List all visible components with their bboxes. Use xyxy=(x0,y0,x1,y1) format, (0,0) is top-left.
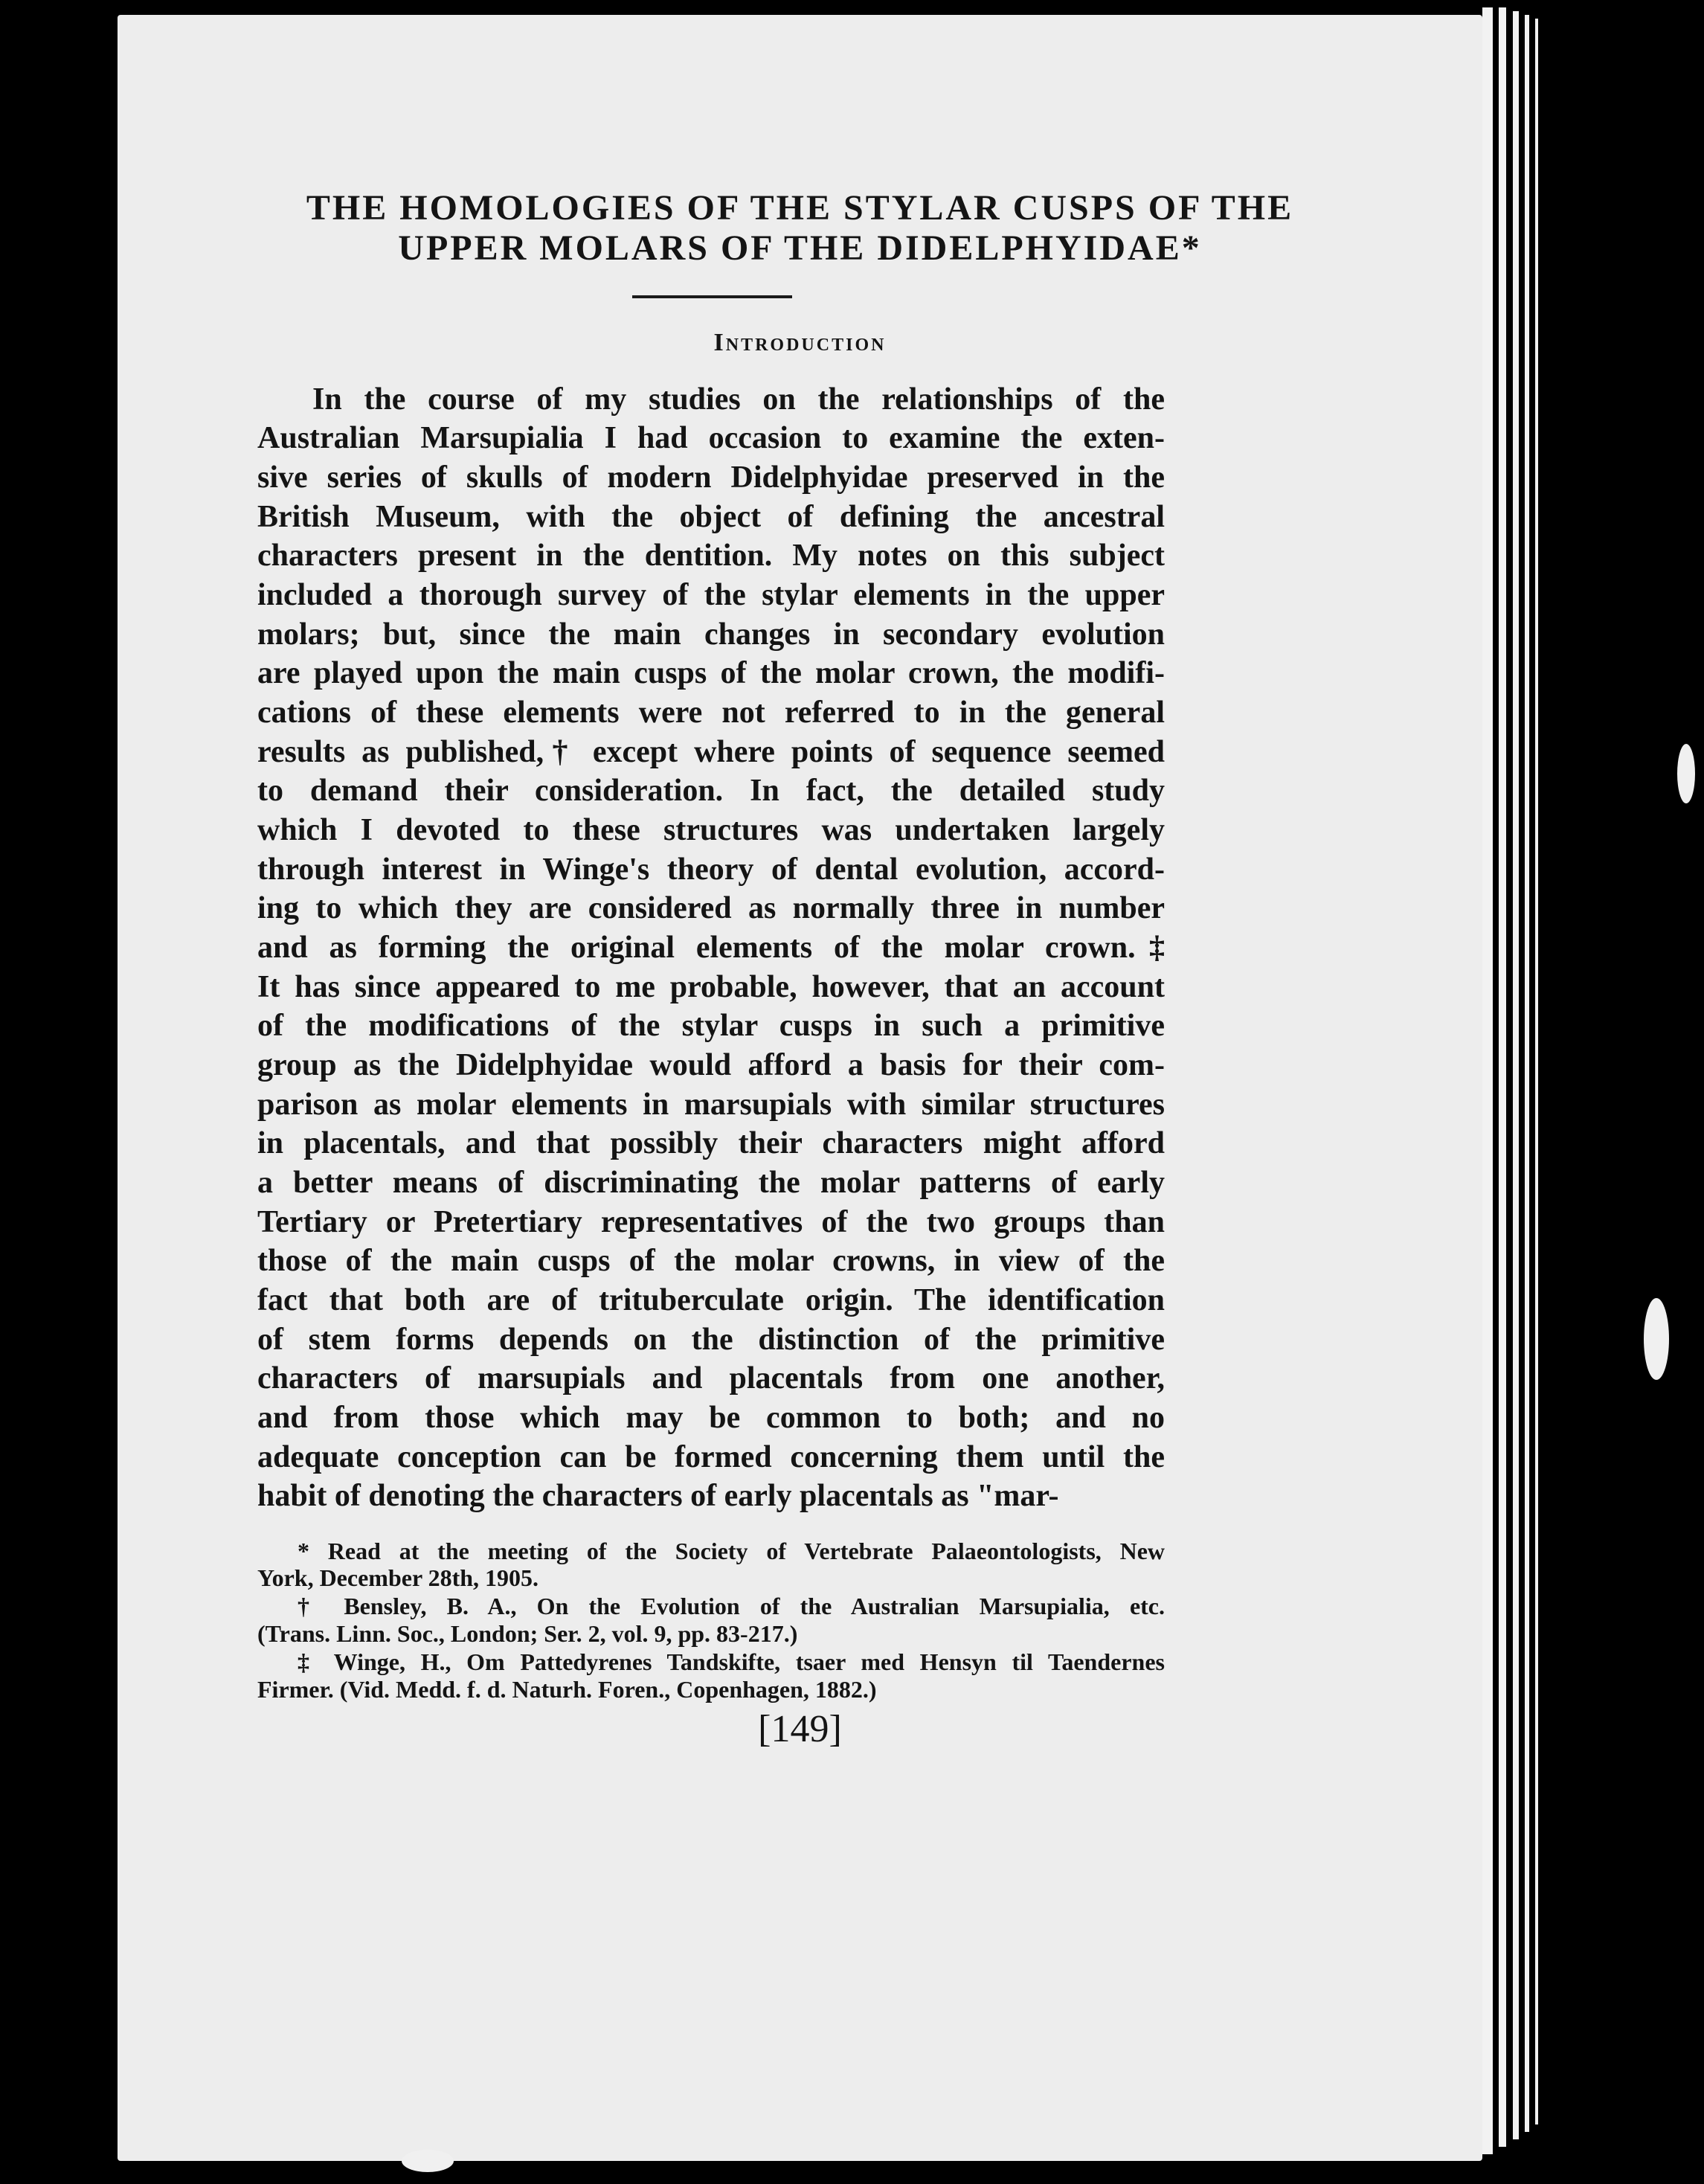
body-line: of the modifications of the stylar cusps in such a primitive xyxy=(257,1009,1165,1043)
body-line: fact that both are of trituberculate origin. The identification xyxy=(257,1283,1165,1317)
footnote-line: (Trans. Linn. Soc., London; Ser. 2, vol. 9, pp. 83-217.) xyxy=(257,1620,798,1647)
body-line: and from those which may be common to both; and no xyxy=(257,1401,1165,1435)
body-line: cations of these elements were not referred to in the general xyxy=(257,696,1165,730)
footnote-line: York, December 28th, 1905. xyxy=(257,1564,539,1591)
body-line: characters present in the dentition. My notes on this subject xyxy=(257,539,1165,573)
body-line: those of the main cusps of the molar crowns, in view of the xyxy=(257,1244,1165,1278)
page-edge xyxy=(1535,19,1538,2124)
page-edge xyxy=(1499,7,1506,2147)
body-line: parison as molar elements in marsupials with similar structures xyxy=(257,1088,1165,1122)
body-line: through interest in Winge's theory of dental evolution, accord- xyxy=(257,852,1165,887)
body-line: ing to which they are considered as normally three in number xyxy=(257,891,1165,925)
footnote-line: † Bensley, B. A., On the Evolution of the Australian Marsupialia, etc. xyxy=(298,1593,1165,1619)
body-line: results as published,† except where points of sequence seemed xyxy=(257,735,1165,769)
body-line: of stem forms depends on the distinction of the primitive xyxy=(257,1323,1165,1357)
body-line: group as the Didelphyidae would afford a basis for their com- xyxy=(257,1048,1165,1082)
footnote-line: * Read at the meeting of the Society of Vertebrate Palaeontologists, New xyxy=(298,1538,1165,1564)
scan-blemish xyxy=(1677,744,1695,803)
body-line: sive series of skulls of modern Didelphyidae preserved in the xyxy=(257,460,1165,495)
body-line: included a thorough survey of the stylar elements in the upper xyxy=(257,578,1165,612)
section-heading: Introduction xyxy=(713,329,887,356)
scan-blemish xyxy=(1644,1298,1669,1380)
body-line: habit of denoting the characters of early placentals as "mar- xyxy=(257,1479,1059,1513)
body-line: and as forming the original elements of the molar crown.‡ xyxy=(257,931,1165,965)
page-edge xyxy=(1482,7,1493,2154)
scan-blemish xyxy=(402,2150,454,2172)
page-edge xyxy=(1525,15,1529,2132)
body-line: which I devoted to these structures was undertaken largely xyxy=(257,813,1165,847)
title-divider xyxy=(632,295,792,298)
body-line: are played upon the main cusps of the molar crown, the modifi- xyxy=(257,656,1165,690)
body-line: Australian Marsupialia I had occasion to examine the exten- xyxy=(257,421,1165,455)
article-title-line-1: THE HOMOLOGIES OF THE STYLAR CUSPS OF THE xyxy=(306,188,1294,228)
body-line: In the course of my studies on the relationships of the xyxy=(312,382,1165,417)
article-title-line-2: UPPER MOLARS OF THE DIDELPHYIDAE* xyxy=(398,228,1202,268)
page-edge xyxy=(1513,11,1519,2139)
body-line: to demand their consideration. In fact, the detailed study xyxy=(257,774,1165,808)
body-line: in placentals, and that possibly their characters might afford xyxy=(257,1126,1165,1160)
body-line: adequate conception can be formed concerning them until the xyxy=(257,1440,1165,1474)
page-number: [149] xyxy=(758,1708,842,1750)
footnote-line: ‡ Winge, H., Om Pattedyrenes Tandskifte, tsaer med Hensyn til Taendernes xyxy=(298,1648,1165,1675)
body-line: characters of marsupials and placentals from one another, xyxy=(257,1361,1165,1395)
body-line: It has since appeared to me probable, however, that an account xyxy=(257,970,1165,1004)
body-line: a better means of discriminating the molar patterns of early xyxy=(257,1166,1165,1200)
footnote-line: Firmer. (Vid. Medd. f. d. Naturh. Foren., Copenhagen, 1882.) xyxy=(257,1676,877,1703)
body-line: Tertiary or Pretertiary representatives of the two groups than xyxy=(257,1205,1165,1239)
body-line: molars; but, since the main changes in secondary evolution xyxy=(257,617,1165,652)
body-line: British Museum, with the object of defining the ancestral xyxy=(257,500,1165,534)
